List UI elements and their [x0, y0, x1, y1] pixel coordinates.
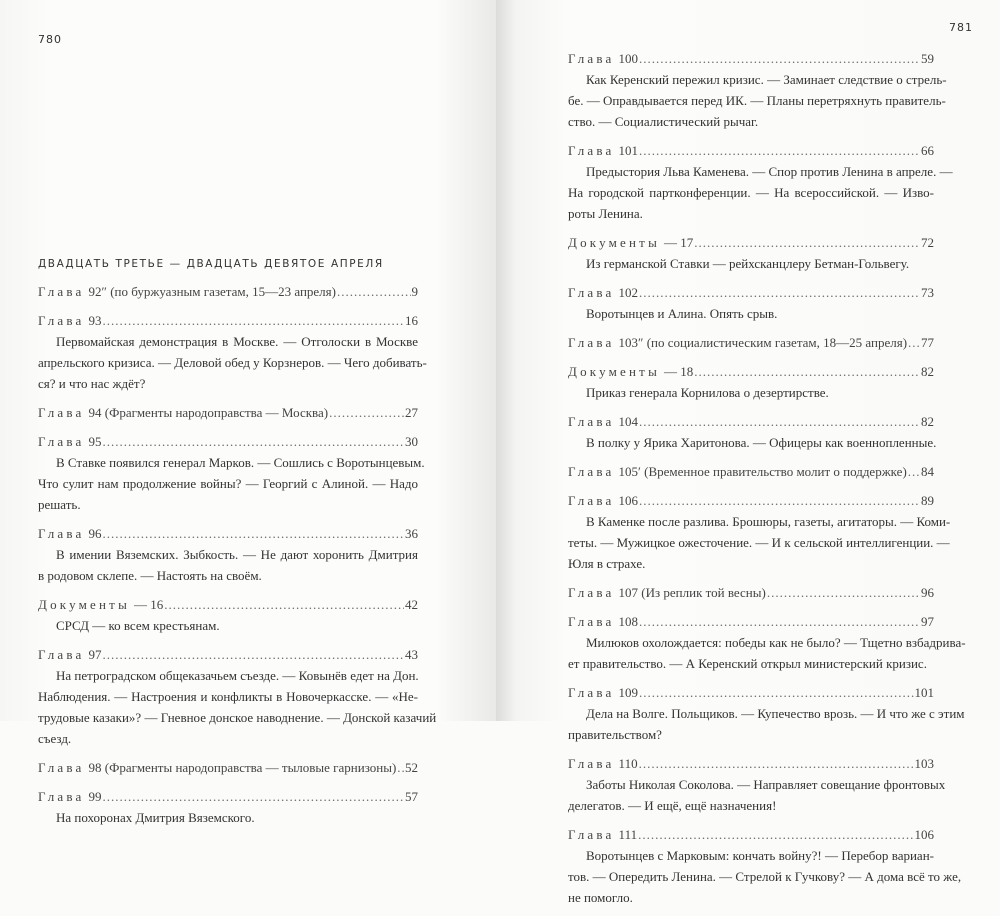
summary-line: В имении Вяземских. Зыбкость. — Не дают хоронить Дмитрия [56, 547, 418, 562]
summary-line: На похоронах Дмитрия Вяземского. [56, 810, 255, 825]
toc-entry [38, 281, 418, 302]
entry-title: 102 [618, 285, 639, 300]
entry-title: 94 (Фрагменты народоправства — Москва) [88, 405, 329, 420]
toc-entry [568, 48, 947, 132]
entry-page-number: 103 [914, 756, 934, 771]
toc-entry [38, 644, 437, 749]
toc-entry-heading [38, 594, 418, 615]
toc-entry [38, 786, 418, 828]
entry-title: 98 (Фрагменты народоправства — тыловые гарнизоны) [88, 760, 397, 775]
summary-line: теты. — Мужицкое ожесточение. — И к сельской интеллигенции. — [568, 535, 950, 550]
dot-leader [397, 757, 404, 778]
entry-title: 107 (Из реплик той весны) [618, 585, 766, 600]
entry-title: 92″ (по буржуазным газетам, 15—23 апреля) [88, 284, 336, 299]
entry-label: Глава [568, 585, 615, 600]
toc-entry [568, 332, 934, 353]
entry-title: — 17 [664, 235, 694, 250]
entry-page-number: 16 [405, 313, 418, 328]
dot-leader [164, 594, 404, 615]
toc-entry [568, 282, 934, 324]
entry-summary [38, 331, 427, 394]
summary-line: трудовые казаки»? — Гневное донское наводнение. — Донской казачий [38, 710, 437, 725]
toc-entry-heading [568, 232, 934, 253]
toc-column [568, 48, 966, 916]
entry-title: 103″ (по социалистическим газетам, 18—25 апреля) [618, 335, 908, 350]
section-title: ДВАДЦАТЬ ТРЕТЬЕ — ДВАДЦАТЬ ДЕВЯТОЕ АПРЕЛЯ [38, 258, 384, 270]
entry-summary [38, 615, 418, 636]
entry-summary [568, 511, 951, 574]
entry-label: Глава [38, 313, 85, 328]
entry-label: Глава [38, 434, 85, 449]
summary-line: В полку у Ярика Харитонова. — Офицеры как военнопленные. [586, 435, 937, 450]
entry-page-number: 59 [921, 51, 934, 66]
summary-line: правительством? [568, 727, 662, 742]
summary-line: бе. — Оправдывается перед ИК. — Планы перетряхнуть правитель- [568, 93, 946, 108]
summary-line: в родовом склепе. — Настоять на своём. [38, 568, 262, 583]
toc-entry [568, 611, 966, 674]
dot-leader [639, 682, 913, 703]
entry-page-number: 101 [914, 685, 934, 700]
entry-title: 109 [618, 685, 639, 700]
dot-leader [767, 582, 920, 603]
left-page [0, 0, 496, 825]
entry-label: Глава [568, 51, 615, 66]
toc-entry [568, 140, 953, 224]
dot-leader [337, 281, 411, 302]
entry-page-number: 27 [405, 405, 418, 420]
entry-page-number: 43 [405, 647, 418, 662]
toc-entry [568, 232, 934, 274]
dot-leader [908, 461, 920, 482]
entry-label: Глава [568, 614, 615, 629]
toc-entry [568, 753, 946, 816]
entry-page-number: 52 [405, 760, 418, 775]
entry-title: 108 [618, 614, 639, 629]
summary-line: Наблюдения. — Настроения и конфликты в Новочеркасске. — «Не- [38, 689, 418, 704]
toc-entry [568, 682, 965, 745]
toc-entry-heading [568, 461, 934, 482]
toc-entry [568, 411, 937, 453]
summary-line: СРСД — ко всем крестьянам. [56, 618, 220, 633]
entry-summary [568, 632, 966, 674]
entry-label: Глава [568, 464, 615, 479]
entry-label: Глава [38, 284, 85, 299]
entry-page-number: 73 [921, 285, 934, 300]
entry-title: 97 [88, 647, 102, 662]
entry-title: 96 [88, 526, 102, 541]
toc-entry-heading [568, 361, 934, 382]
entry-label: Глава [568, 827, 615, 842]
entry-page-number: 42 [405, 597, 418, 612]
toc-entry-heading [38, 402, 418, 423]
entry-page-number: 82 [921, 414, 934, 429]
toc-entry-heading [38, 523, 418, 544]
toc-entries [38, 281, 437, 828]
summary-line: Юля в страхе. [568, 556, 646, 571]
toc-entries [568, 48, 966, 908]
entry-label: Глава [568, 493, 615, 508]
entry-page-number: 30 [405, 434, 418, 449]
entry-label: Глава [568, 285, 615, 300]
entry-summary [38, 665, 437, 749]
toc-entry [568, 490, 951, 574]
entry-label: Глава [568, 756, 615, 771]
toc-entry [38, 431, 425, 515]
summary-line: тов. — Опередить Ленина. — Стрелой к Гучкову? — А дома всё то же, [568, 869, 962, 884]
summary-line: Заботы Николая Соколова. — Направляет совещание фронтовых [586, 777, 946, 792]
toc-entry-heading [38, 786, 418, 807]
toc-entry-heading [568, 282, 934, 303]
toc-column [38, 258, 437, 836]
summary-line: ет правительство. — А Керенский открыл министерский кризис. [568, 656, 927, 671]
dot-leader [694, 232, 920, 253]
dot-leader [103, 523, 404, 544]
dot-leader [908, 332, 920, 353]
entry-label: Глава [568, 685, 615, 700]
toc-entry-heading [38, 431, 418, 452]
entry-page-number: 9 [411, 284, 418, 299]
summary-line: Приказ генерала Корнилова о дезертирстве. [586, 385, 829, 400]
entry-page-number: 96 [921, 585, 934, 600]
dot-leader [694, 361, 920, 382]
entry-title: 99 [88, 789, 102, 804]
summary-line: Из германской Ставки — рейхсканцлеру Бетман-Гольвегу. [586, 256, 910, 271]
toc-entry-heading [568, 611, 934, 632]
entry-summary [568, 69, 947, 132]
toc-entry [38, 523, 418, 586]
entry-page-number: 57 [405, 789, 418, 804]
toc-entry [38, 310, 427, 394]
entry-label: Глава [568, 414, 615, 429]
entry-label: Документы [568, 364, 660, 379]
entry-label: Документы [38, 597, 130, 612]
entry-page-number: 89 [921, 493, 934, 508]
summary-line: ся? и что нас ждёт? [38, 376, 146, 391]
summary-line: На петроградском общеказачьем съезде. — Ковынёв едет на Дон. [56, 668, 419, 683]
summary-line: Милюков охолождается: победы как не было? — Тщетно взбадрива- [586, 635, 966, 650]
dot-leader [639, 611, 920, 632]
entry-label: Глава [38, 647, 85, 662]
toc-entry-heading [568, 411, 934, 432]
entry-page-number: 36 [405, 526, 418, 541]
summary-line: Предыстория Льва Каменева. — Спор против Ленина в апреле. — [586, 164, 953, 179]
summary-line: Как Керенский пережил кризис. — Заминает следствие о стрель- [586, 72, 947, 87]
entry-label: Глава [38, 405, 85, 420]
entry-title: 111 [618, 827, 638, 842]
summary-line: В Ставке появился генерал Марков. — Сошлись с Воротынцевым. [56, 455, 425, 470]
entry-page-number: 66 [921, 143, 934, 158]
entry-title: 101 [618, 143, 639, 158]
summary-line: На городской партконференции. — На всероссийской. — Изво- [568, 185, 934, 200]
toc-entry-heading [568, 824, 934, 845]
dot-leader [639, 753, 914, 774]
entry-page-number: 97 [921, 614, 934, 629]
entry-page-number: 82 [921, 364, 934, 379]
dot-leader [103, 644, 404, 665]
dot-leader [639, 282, 920, 303]
entry-summary [568, 253, 934, 274]
entry-page-number: 77 [921, 335, 934, 350]
summary-line: Воротынцев с Марковым: кончать войну?! — Перебор вариан- [586, 848, 934, 863]
entry-title: 105′ (Временное правительство молит о поддержке) [618, 464, 907, 479]
toc-entry-heading [568, 682, 934, 703]
toc-entry [568, 361, 934, 403]
entry-label: Документы [568, 235, 660, 250]
toc-entry-heading [568, 48, 934, 69]
summary-line: решать. [38, 497, 81, 512]
dot-leader [103, 431, 404, 452]
toc-entry-heading [38, 757, 418, 778]
entry-title: 100 [618, 51, 639, 66]
dot-leader [639, 48, 920, 69]
entry-label: Глава [568, 335, 615, 350]
toc-entry [568, 824, 962, 908]
dot-leader [638, 824, 913, 845]
entry-title: — 18 [664, 364, 694, 379]
summary-line: Что сулит нам продолжение войны? — Георгий с Алиной. — Надо [38, 476, 418, 491]
entry-page-number: 72 [921, 235, 934, 250]
entry-summary [38, 452, 425, 515]
summary-line: Воротынцев и Алина. Опять срыв. [586, 306, 778, 321]
dot-leader [639, 490, 920, 511]
toc-entry-heading [38, 644, 418, 665]
toc-entry-heading [38, 281, 418, 302]
toc-entry [568, 461, 934, 482]
toc-entry-heading [568, 753, 934, 774]
toc-entry-heading [568, 140, 934, 161]
entry-label: Глава [38, 760, 85, 775]
summary-line: съезд. [38, 731, 72, 746]
entry-summary [568, 303, 934, 324]
entry-summary [568, 774, 946, 816]
toc-entry-heading [568, 490, 934, 511]
summary-line: роты Ленина. [568, 206, 643, 221]
toc-entry [38, 402, 418, 423]
dot-leader [103, 786, 404, 807]
entry-title: — 16 [134, 597, 164, 612]
toc-entry-heading [568, 332, 934, 353]
entry-summary [38, 807, 418, 828]
entry-summary [568, 382, 934, 403]
page-number: 780 [38, 33, 62, 46]
entry-title: 106 [618, 493, 639, 508]
summary-line: В Каменке после разлива. Брошюры, газеты, агитаторы. — Коми- [586, 514, 951, 529]
entry-page-number: 84 [921, 464, 934, 479]
summary-line: апрельского кризиса. — Деловой обед у Корзнеров. — Чего добивать- [38, 355, 427, 370]
entry-label: Глава [38, 789, 85, 804]
summary-line: Дела на Волге. Польщиков. — Купечество врозь. — И что же с этим [586, 706, 965, 721]
entry-summary [568, 432, 937, 453]
entry-summary [568, 703, 965, 745]
dot-leader [639, 140, 920, 161]
summary-line: делегатов. — И ещё, ещё назначения! [568, 798, 777, 813]
entry-title: 104 [618, 414, 639, 429]
dot-leader [329, 402, 404, 423]
toc-entry [38, 757, 418, 778]
entry-summary [568, 845, 962, 908]
entry-title: 95 [88, 434, 102, 449]
summary-line: Первомайская демонстрация в Москве. — Отголоски в Москве [56, 334, 418, 349]
toc-entry-heading [568, 582, 934, 603]
summary-line: не помогло. [568, 890, 633, 905]
right-page [496, 0, 1000, 905]
entry-page-number: 106 [914, 827, 934, 842]
page-number: 781 [949, 21, 973, 34]
toc-entry-heading [38, 310, 418, 331]
entry-title: 93 [88, 313, 102, 328]
toc-entry [568, 582, 934, 603]
toc-entry [38, 594, 418, 636]
entry-summary [568, 161, 953, 224]
entry-summary [38, 544, 418, 586]
dot-leader [103, 310, 404, 331]
entry-label: Глава [38, 526, 85, 541]
dot-leader [639, 411, 920, 432]
entry-title: 110 [618, 756, 638, 771]
summary-line: ство. — Социалистический рычаг. [568, 114, 759, 129]
entry-label: Глава [568, 143, 615, 158]
